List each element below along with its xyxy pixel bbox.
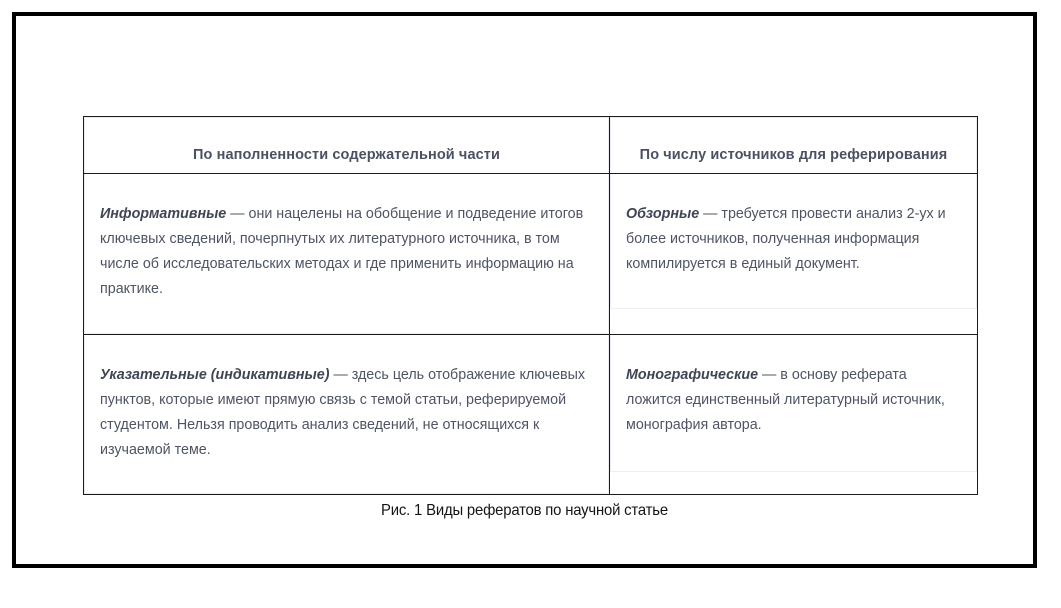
table-row [84, 334, 978, 495]
term-description: — они нацелены на обобщение и подведение итогов ключевых сведений, почерпнутых их литературного источника, в том числе об исследовательских методах и где применить информацию на практике. [100, 206, 584, 298]
table-header-cell-source-count [610, 117, 978, 174]
figure-container [16, 16, 1033, 564]
reference-types-table [83, 116, 978, 495]
table-body [84, 174, 978, 495]
table-cell-monographic [610, 334, 978, 495]
term-label: Информативные [100, 206, 227, 223]
page-frame [12, 12, 1037, 568]
table-row [84, 174, 978, 335]
table-cell-indicative [84, 334, 610, 495]
cell-inner [84, 174, 609, 334]
term-description: — в основу реферата ложится единственный литературный источник, монография автора. [626, 366, 945, 433]
cell-inner [610, 335, 977, 473]
figure-caption: Рис. 1 Виды рефератов по научной статье [381, 502, 668, 519]
column-header-label-left: По наполненности содержательной части [192, 146, 500, 163]
cell-paragraph [626, 363, 958, 438]
cell-inner [610, 174, 977, 309]
term-description: — здесь цель отображение ключевых пунктов, которые имеют прямую связь с темой статьи, реферируемой студентом. Нельзя проводить анализ сведений, не относящихся к изучаемой теме. [100, 366, 586, 458]
table-cell-informative [84, 174, 610, 335]
cell-paragraph [100, 202, 590, 302]
table-header-cell-content-fullness [84, 117, 610, 174]
column-header-label-right: По числу источников для реферирования [639, 146, 948, 163]
header-cell-inner [84, 117, 609, 173]
cell-paragraph [626, 202, 958, 277]
cell-inner [84, 335, 609, 495]
term-description: — требуется провести анализ 2-ух и более источников, полученная информация компилируется в единый документ. [626, 206, 946, 273]
table-header-row [84, 117, 978, 174]
term-label: Обзорные [626, 206, 700, 223]
term-label: Указательные (индикативные) [100, 366, 330, 383]
header-cell-inner [610, 117, 977, 173]
table-header [84, 117, 978, 174]
table-cell-review [610, 174, 978, 335]
term-label: Монографические [626, 366, 759, 383]
cell-paragraph [100, 363, 590, 463]
